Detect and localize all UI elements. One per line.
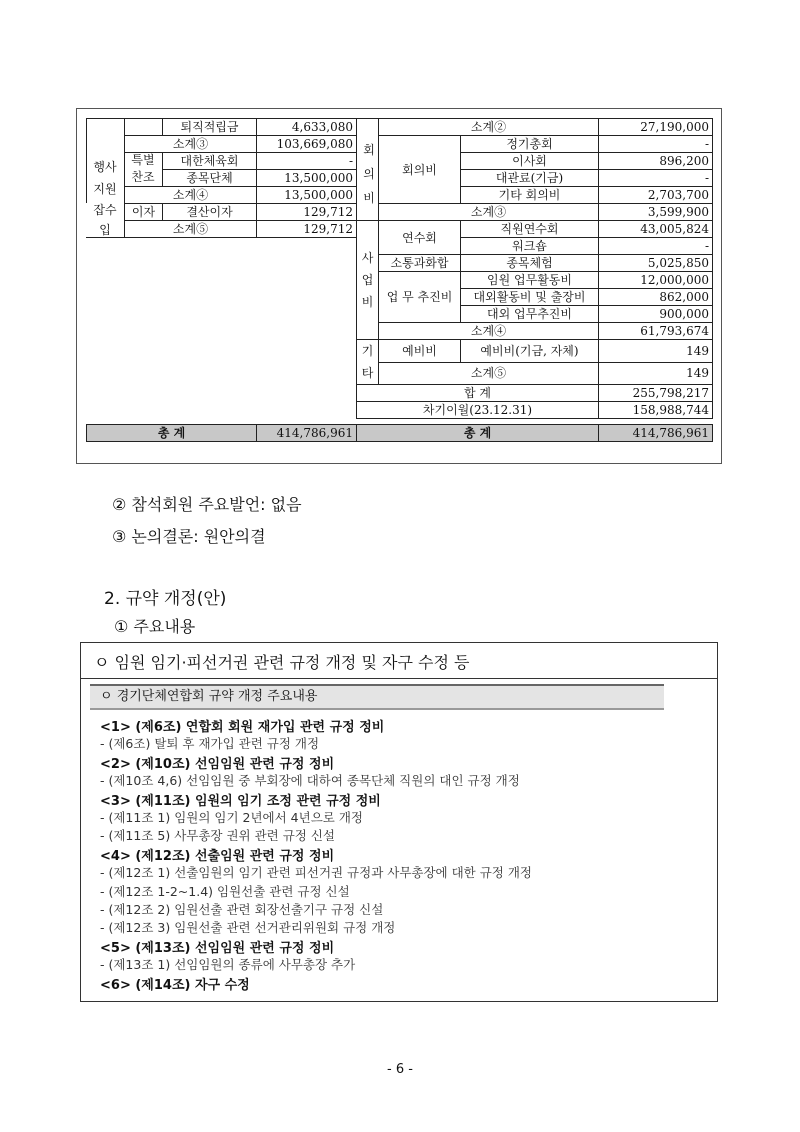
group-label-event-support: [86, 152, 124, 203]
cell-reserve: 예비비: [379, 340, 461, 363]
group-label-text: 회 의 비: [363, 143, 375, 205]
amendment-heading-item: <2> (제10조) 선임임원 관련 규정 정비: [100, 756, 335, 772]
total-label: 총 계: [87, 425, 257, 442]
group-label-misc-income: [86, 203, 124, 237]
cell-train: 연수회: [379, 221, 461, 255]
cell-value: 43,005,824: [599, 221, 713, 238]
cell-subtotal-label: 소계⑤: [125, 221, 257, 238]
cell-value: 4,633,080: [257, 119, 357, 136]
amendment-detail-item: - (제10조 4,6) 선임임원 중 부회장에 대하여 종목단체 직원의 대인 규정 개정: [100, 773, 520, 789]
amendment-detail-item: - (제13조 1) 선임임원의 종류에 사무총장 추가: [100, 957, 356, 973]
cell-subtotal-label: 소계④: [125, 187, 257, 204]
cell-empty-area: [87, 238, 357, 419]
cell-comm: 소통과화합: [379, 255, 461, 272]
cell-value: 3,599,900: [599, 204, 713, 221]
cell-subtotal-label: 소계②: [379, 119, 599, 136]
amendment-box-divider: [80, 678, 718, 679]
cell-value: 158,988,744: [599, 402, 713, 419]
cell-item: 예비비(기금, 자체): [461, 340, 599, 363]
cell-value: 2,703,700: [599, 187, 713, 204]
total-value: 414,786,961: [599, 425, 713, 442]
cell-item: 대한체육회: [163, 153, 257, 170]
cell-subtotal-label: 소계③: [379, 204, 599, 221]
amendment-detail-item: - (제11조 5) 사무총장 권위 관련 규정 신설: [100, 828, 335, 844]
group-label-text: 행사 지원: [93, 159, 117, 196]
amendment-detail-item: - (제6조) 탈퇴 후 재가입 관련 규정 개정: [100, 736, 320, 752]
cell-item: 종목단체: [163, 170, 257, 187]
group-label-meeting: [358, 140, 380, 208]
cell-empty: [125, 119, 163, 136]
section-subheading: ① 주요내용: [114, 617, 196, 636]
cell-item: 정기총회: [461, 136, 599, 153]
sub-label-special: [124, 152, 162, 186]
finance-table: [86, 118, 713, 419]
amendment-box-title: ㅇ 임원 임기·피선거권 관련 규정 개정 및 자구 수정 등: [94, 653, 470, 672]
cell-value: 129,712: [257, 204, 357, 221]
remark-line-3: ③ 논의결론: 원안의결: [112, 527, 266, 546]
sub-label-text: 특별 찬조: [131, 153, 155, 184]
section-heading: 2. 규약 개정(안): [104, 589, 227, 609]
amendment-detail-item: - (제12조 2) 임원선출 관련 회장선출기구 규정 신설: [100, 902, 384, 917]
amendment-detail-item: - (제12조 1-2~1.4) 임원선출 관련 규정 신설: [100, 883, 350, 899]
amendment-detail-item: - (제12조 3) 임원선출 관련 선거관리위원회 규정 개정: [100, 920, 396, 936]
cell-group-biz: 사 업 비: [357, 221, 379, 340]
cell-value: -: [257, 153, 357, 170]
cell-value: 13,500,000: [257, 170, 357, 187]
cell-value: 27,190,000: [599, 119, 713, 136]
amendment-subtitle-bar: ㅇ 경기단체연합회 규약 개정 주요내용: [90, 684, 664, 710]
cell-value: 103,669,080: [257, 136, 357, 153]
amendment-heading-item: <5> (제13조) 선임임원 관련 규정 정비: [100, 940, 335, 956]
cell-subtotal-label: 소계⑤: [379, 362, 599, 385]
amendment-heading-item: <3> (제11조) 임원의 임기 조정 관련 규정 정비: [100, 793, 381, 809]
cell-item: 워크숍: [461, 238, 599, 255]
total-value: 414,786,961: [257, 425, 357, 442]
cell-item: 퇴직적립금: [163, 119, 257, 136]
cell-sub-group: 이자: [125, 204, 163, 221]
cell-value: 900,000: [599, 306, 713, 323]
cell-value: 129,712: [257, 221, 357, 238]
cell-value: 12,000,000: [599, 272, 713, 289]
cell-value: 255,798,217: [599, 385, 713, 402]
cell-item: 대외활동비 및 출장비: [461, 289, 599, 306]
amendment-detail-item: - (제12조 1) 선출임원의 임기 관련 피선거권 규정과 사무총장에 대한 규정 개정: [100, 865, 533, 881]
cell-value: -: [599, 238, 713, 255]
cell-value: -: [599, 170, 713, 187]
cell-item: 기타 회의비: [461, 187, 599, 204]
cell-item: 대관료(기금): [461, 170, 599, 187]
cell-item: 이사회: [461, 153, 599, 170]
cell-value: -: [599, 136, 713, 153]
cell-subtotal-label: 소계③: [125, 136, 257, 153]
cell-value: 862,000: [599, 289, 713, 306]
cell-value: 149: [599, 340, 713, 363]
cell-item: 결산이자: [163, 204, 257, 221]
cell-value: 13,500,000: [257, 187, 357, 204]
cell-value: 61,793,674: [599, 323, 713, 340]
amendment-heading-item: <6> (제14조) 자구 수정: [100, 977, 250, 993]
cell-duty: 업 무 추진비: [379, 272, 461, 323]
cell-item: 종목체험: [461, 255, 599, 272]
page-number: - 6 -: [387, 1062, 413, 1077]
amendment-heading-item: <1> (제6조) 연합회 회원 재가입 관련 규정 정비: [100, 720, 385, 735]
cell-subtotal-label: 소계④: [379, 323, 599, 340]
cell-sum-label: 합 계: [357, 385, 599, 402]
cell-value: 896,200: [599, 153, 713, 170]
cell-item: 대외 업무추진비: [461, 306, 599, 323]
cell-carry-label: 차기이월(23.12.31): [357, 402, 599, 419]
cell-group-etc: 기 타: [357, 340, 379, 385]
finance-total-row: [86, 424, 713, 442]
remark-line-2: ② 참석회원 주요발언: 없음: [112, 495, 302, 514]
cell-value: 5,025,850: [599, 255, 713, 272]
cell-value: 149: [599, 362, 713, 385]
group-label-text: 잡수 입: [93, 203, 117, 237]
amendment-heading-item: <4> (제12조) 선출임원 관련 규정 정비: [100, 848, 335, 864]
total-label: 총 계: [357, 425, 599, 442]
amendment-detail-item: - (제11조 1) 임원의 임기 2년에서 4년으로 개정: [100, 810, 363, 825]
cell-item: 직원연수회: [461, 221, 599, 238]
cell-item: 임원 업무활동비: [461, 272, 599, 289]
cell-meeting-sub: 회의비: [379, 136, 461, 204]
